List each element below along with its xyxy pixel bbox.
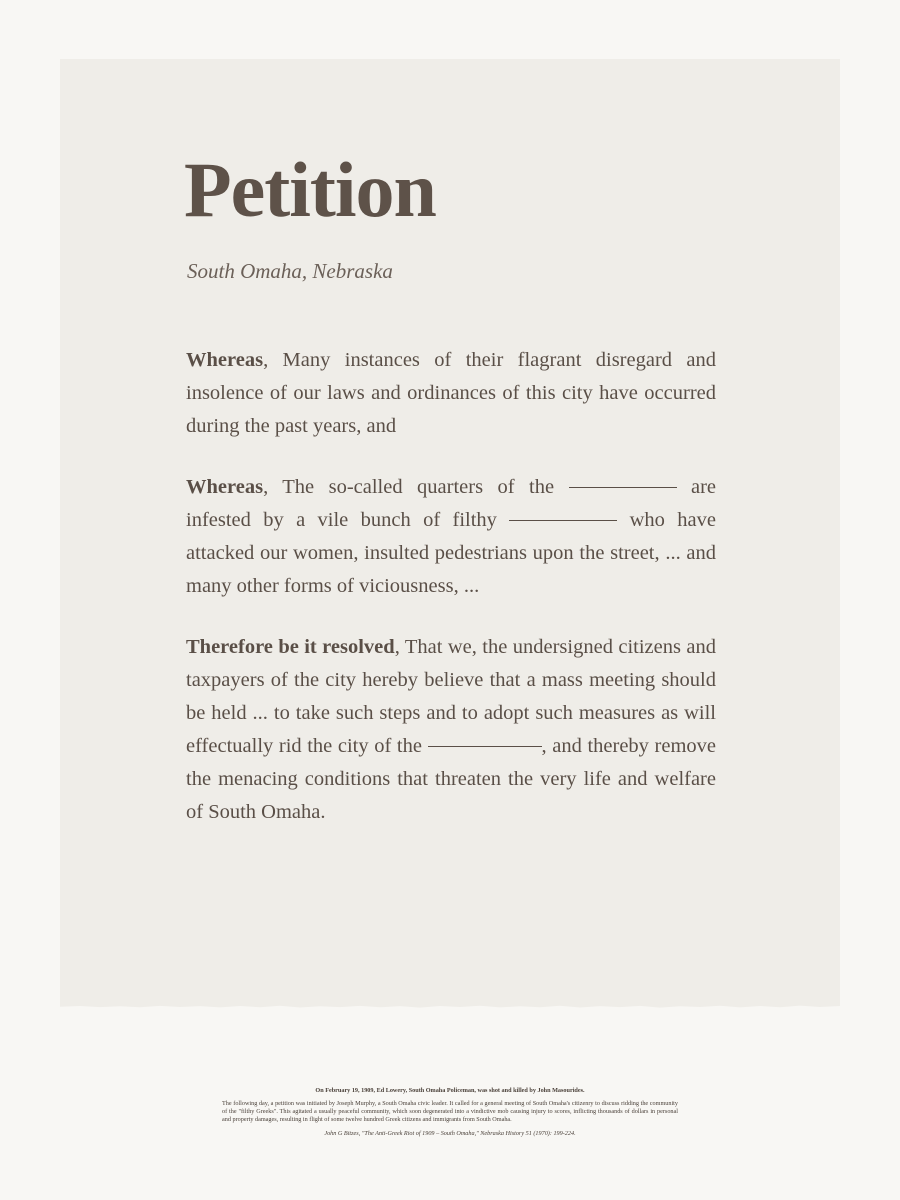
footnote-body: The following day, a petition was initiated by Joseph Murphy, a South Omaha civic leader. It called for a general meeting of South Omaha's citizenry to discuss ridding the community of the "filthy Greeks". This agitated a usually peaceful community, which soon degenerated into a vindictive mob causing injury to scores, inflicting thousands of dollars in personal and property damages, resulting in flight of some twelve hundred Greek citizens and immigrants from South Omaha. [222, 1100, 678, 1123]
footnote-heading: On February 19, 1909, Ed Lowery, South Omaha Policeman, was shot and killed by John Masourides. [315, 1087, 585, 1094]
paragraph-lead: Therefore be it resolved [186, 636, 395, 658]
paragraph-lead: Whereas [186, 349, 264, 371]
torn-paper-edge [60, 1003, 840, 1009]
page-title: Petition [184, 146, 436, 233]
page-subtitle: South Omaha, Nebraska [187, 259, 393, 283]
paragraph-2 [186, 471, 716, 603]
paragraph-text: are infested by a vile bunch of filthy [186, 476, 717, 531]
footnote-citation: John G Bitzes, "The Anti-Greek Riot of 1909 – South Omaha," Nebraska History 51 (1970): 199-224. [324, 1130, 576, 1137]
paragraph-text: , and thereby remove the menacing conditions that threaten the very life and welfare of South Omaha. [186, 735, 716, 823]
paragraph-text: , That we, the undersigned citizens and taxpayers of the city hereby believe that a mass meeting should be held ... to take such steps and to adopt such measures as will effectually rid the city of the [186, 636, 716, 757]
paragraph-text: , Many instances of their flagrant disregard and insolence of our laws and ordinances of this city have occurred during the past years, and [186, 349, 716, 437]
paragraph-text: , The so-called quarters of the [263, 476, 569, 498]
petition-body [186, 344, 716, 857]
historical-footnote [180, 1086, 720, 1138]
redacted-blank [428, 745, 542, 747]
paragraph-3 [186, 631, 716, 829]
petition-sheet [60, 59, 840, 1005]
paragraph-lead: Whereas [186, 476, 264, 498]
redacted-blank [509, 519, 617, 521]
redacted-blank [569, 486, 677, 488]
paragraph-text: who have attacked our women, insulted pedestrians upon the street, ... and many other forms of viciousness, ... [186, 509, 716, 597]
paragraph-1 [186, 344, 716, 443]
